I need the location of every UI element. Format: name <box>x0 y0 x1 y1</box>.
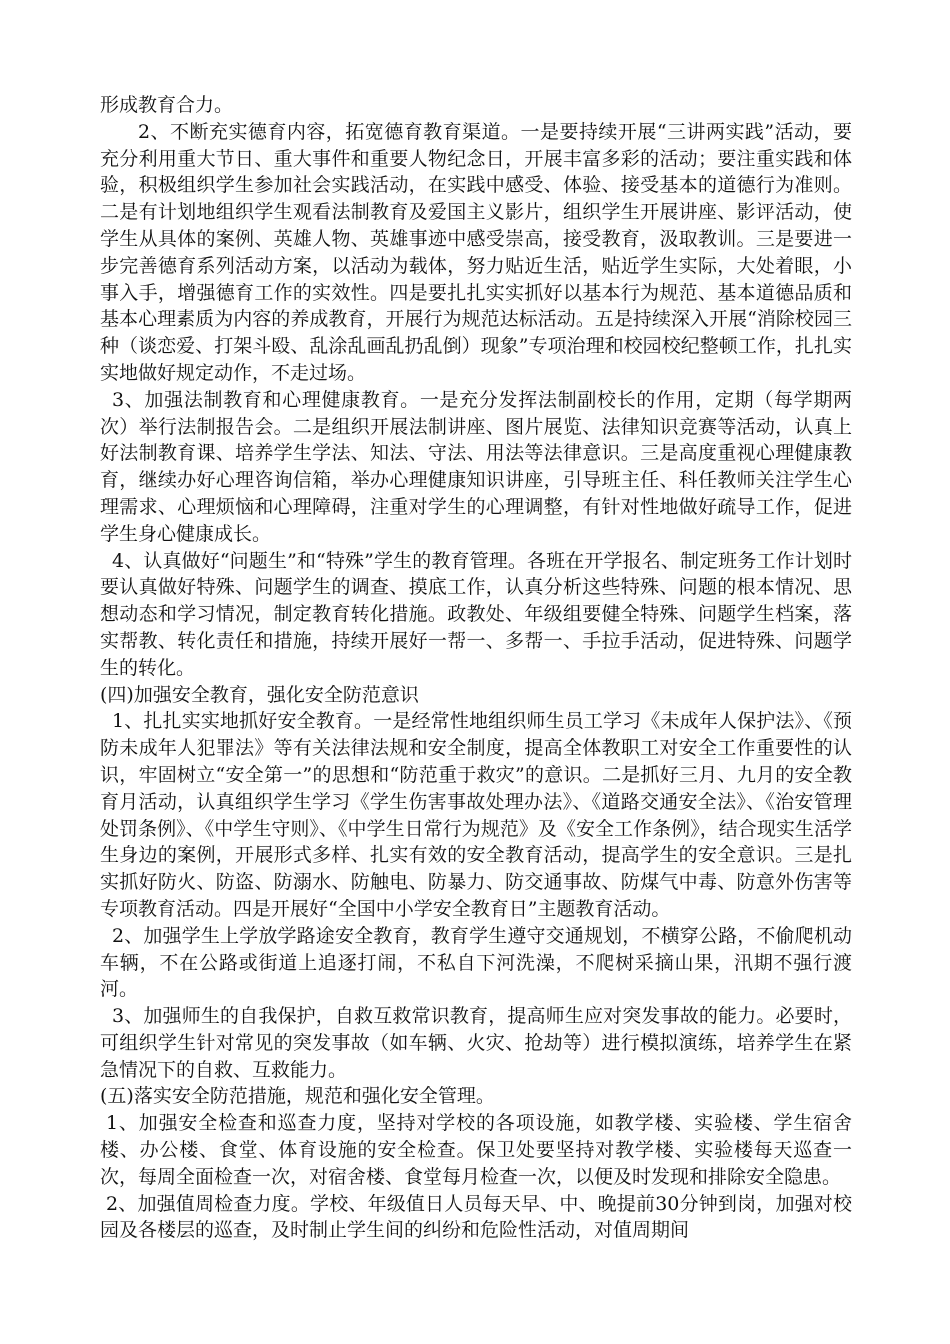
paragraph-road-safety: 2、加强学生上学放学路途安全教育，教育学生遵守交通规划，不横穿公路，不偷爬机动车辆，不在公路或街道上追逐打闹，不私自下河洗澡，不爬树采摘山果，汛期不强行渡河。 <box>100 924 852 1001</box>
section-heading-safety-measures: (五)落实安全防范措施，规范和强化安全管理。 <box>100 1085 495 1108</box>
paragraph-safety-education: 1、扎扎实实地抓好安全教育。一是经常性地组织师生员工学习《未成年人保护法》、《预防未成年人犯罪法》等有关法律法规和安全制度，提高全体教职工对安全工作重要性的认识，牢固树立“安全第一”的思想和“防范重于救灾”的意识。二是抓好三月、九月的安全教育月活动，认真组织学生学习《学生伤害事故处理办法》、《道路交通安全法》、《治安管理处罚条例》、《中学生守则》、《中学生日常行为规范》及《安全工作条例》，结合现实生活学生身边的案例，开展形式多样、扎实有效的安全教育活动，提高学生的安全意识。三是扎实抓好防火、防盗、防溺水、防触电、防暴力、防交通事故、防煤气中毒、防意外伤害等专项教育活动。四是开展好“全国中小学安全教育日”主题教育活动。 <box>100 710 852 920</box>
paragraph-safety-inspection: 1、加强安全检查和巡查力度，坚持对学校的各项设施，如教学楼、实验楼、学生宿舍楼、办公楼、食堂、体育设施的安全检查。保卫处要坚持对教学楼、实验楼每天巡查一次，每周全面检查一次，对宿舍楼、食堂每月检查一次，以便及时发现和排除安全隐患。 <box>100 1112 852 1188</box>
section-heading-safety-education: (四)加强安全教育，强化安全防范意识 <box>100 683 419 706</box>
document-page <box>100 92 852 1244</box>
paragraph-legal-psychological-education: 3、加强法制教育和心理健康教育。一是充分发挥法制副校长的作用，定期（每学期两次）举行法制报告会。二是组织开展法制讲座、图片展览、法律知识竞赛等活动，认真上好法制教育课、培养学生学法、知法、守法、用法等法律意识。三是高度重视心理健康教育，继续办好心理咨询信箱，举办心理健康知识讲座，引导班主任、科任教师关注学生心理需求、心理烦恼和心理障碍，注重对学生的心理调整，有针对性地做好疏导工作，促进学生身心健康成长。 <box>100 388 852 545</box>
paragraph-self-protection: 3、加强师生的自我保护，自救互救常识教育，提高师生应对突发事故的能力。必要时，可组织学生针对常见的突发事故（如车辆、火灾、抢劫等）进行模拟演练，培养学生在紧急情况下的自救、互救能力。 <box>100 1005 852 1081</box>
paragraph-moral-education-content: 2、不断充实德育内容，拓宽德育教育渠道。一是要持续开展“三讲两实践”活动，要充分利用重大节日、重大事件和重要人物纪念日，开展丰富多彩的活动；要注重实践和体验，积极组织学生参加社会实践活动，在实践中感受、体验、接受基本的道德行为准则。二是有计划地组织学生观看法制教育及爱国主义影片，组织学生开展讲座、影评活动，使学生从具体的案例、英雄人物、英雄事迹中感受崇高，接受教育，汲取教训。三是要进一步完善德育系列活动方案，以活动为载体，努力贴近生活，贴近学生实际，大处着眼，小事入手，增强德育工作的实效性。四是要扎扎实实抓好以基本行为规范、基本道德品质和基本心理素质为内容的养成教育，开展行为规范达标活动。五是持续深入开展“消除校园三种（谈恋爱、打架斗殴、乱涂乱画乱扔乱倒）现象”专项治理和校园校纪整顿工作，扎扎实实地做好规定动作，不走过场。 <box>100 120 852 384</box>
paragraph-duty-inspection: 2、加强值周检查力度。学校、年级值日人员每天早、中、晚提前30分钟到岗，加强对校园及各楼层的巡查，及时制止学生间的纠纷和危险性活动，对值周期间 <box>100 1192 852 1242</box>
paragraph-special-students: 4、认真做好“问题生”和“特殊”学生的教育管理。各班在开学报名、制定班务工作计划时要认真做好特殊、问题学生的调查、摸底工作，认真分析这些特殊、问题的根本情况、思想动态和学习情况，制定教育转化措施。政教处、年级组要健全特殊、问题学生档案，落实帮教、转化责任和措施，持续开展好一帮一、多帮一、手拉手活动，促进特殊、问题学生的转化。 <box>100 549 852 679</box>
paragraph-continuation: 形成教育合力。 <box>100 94 234 116</box>
